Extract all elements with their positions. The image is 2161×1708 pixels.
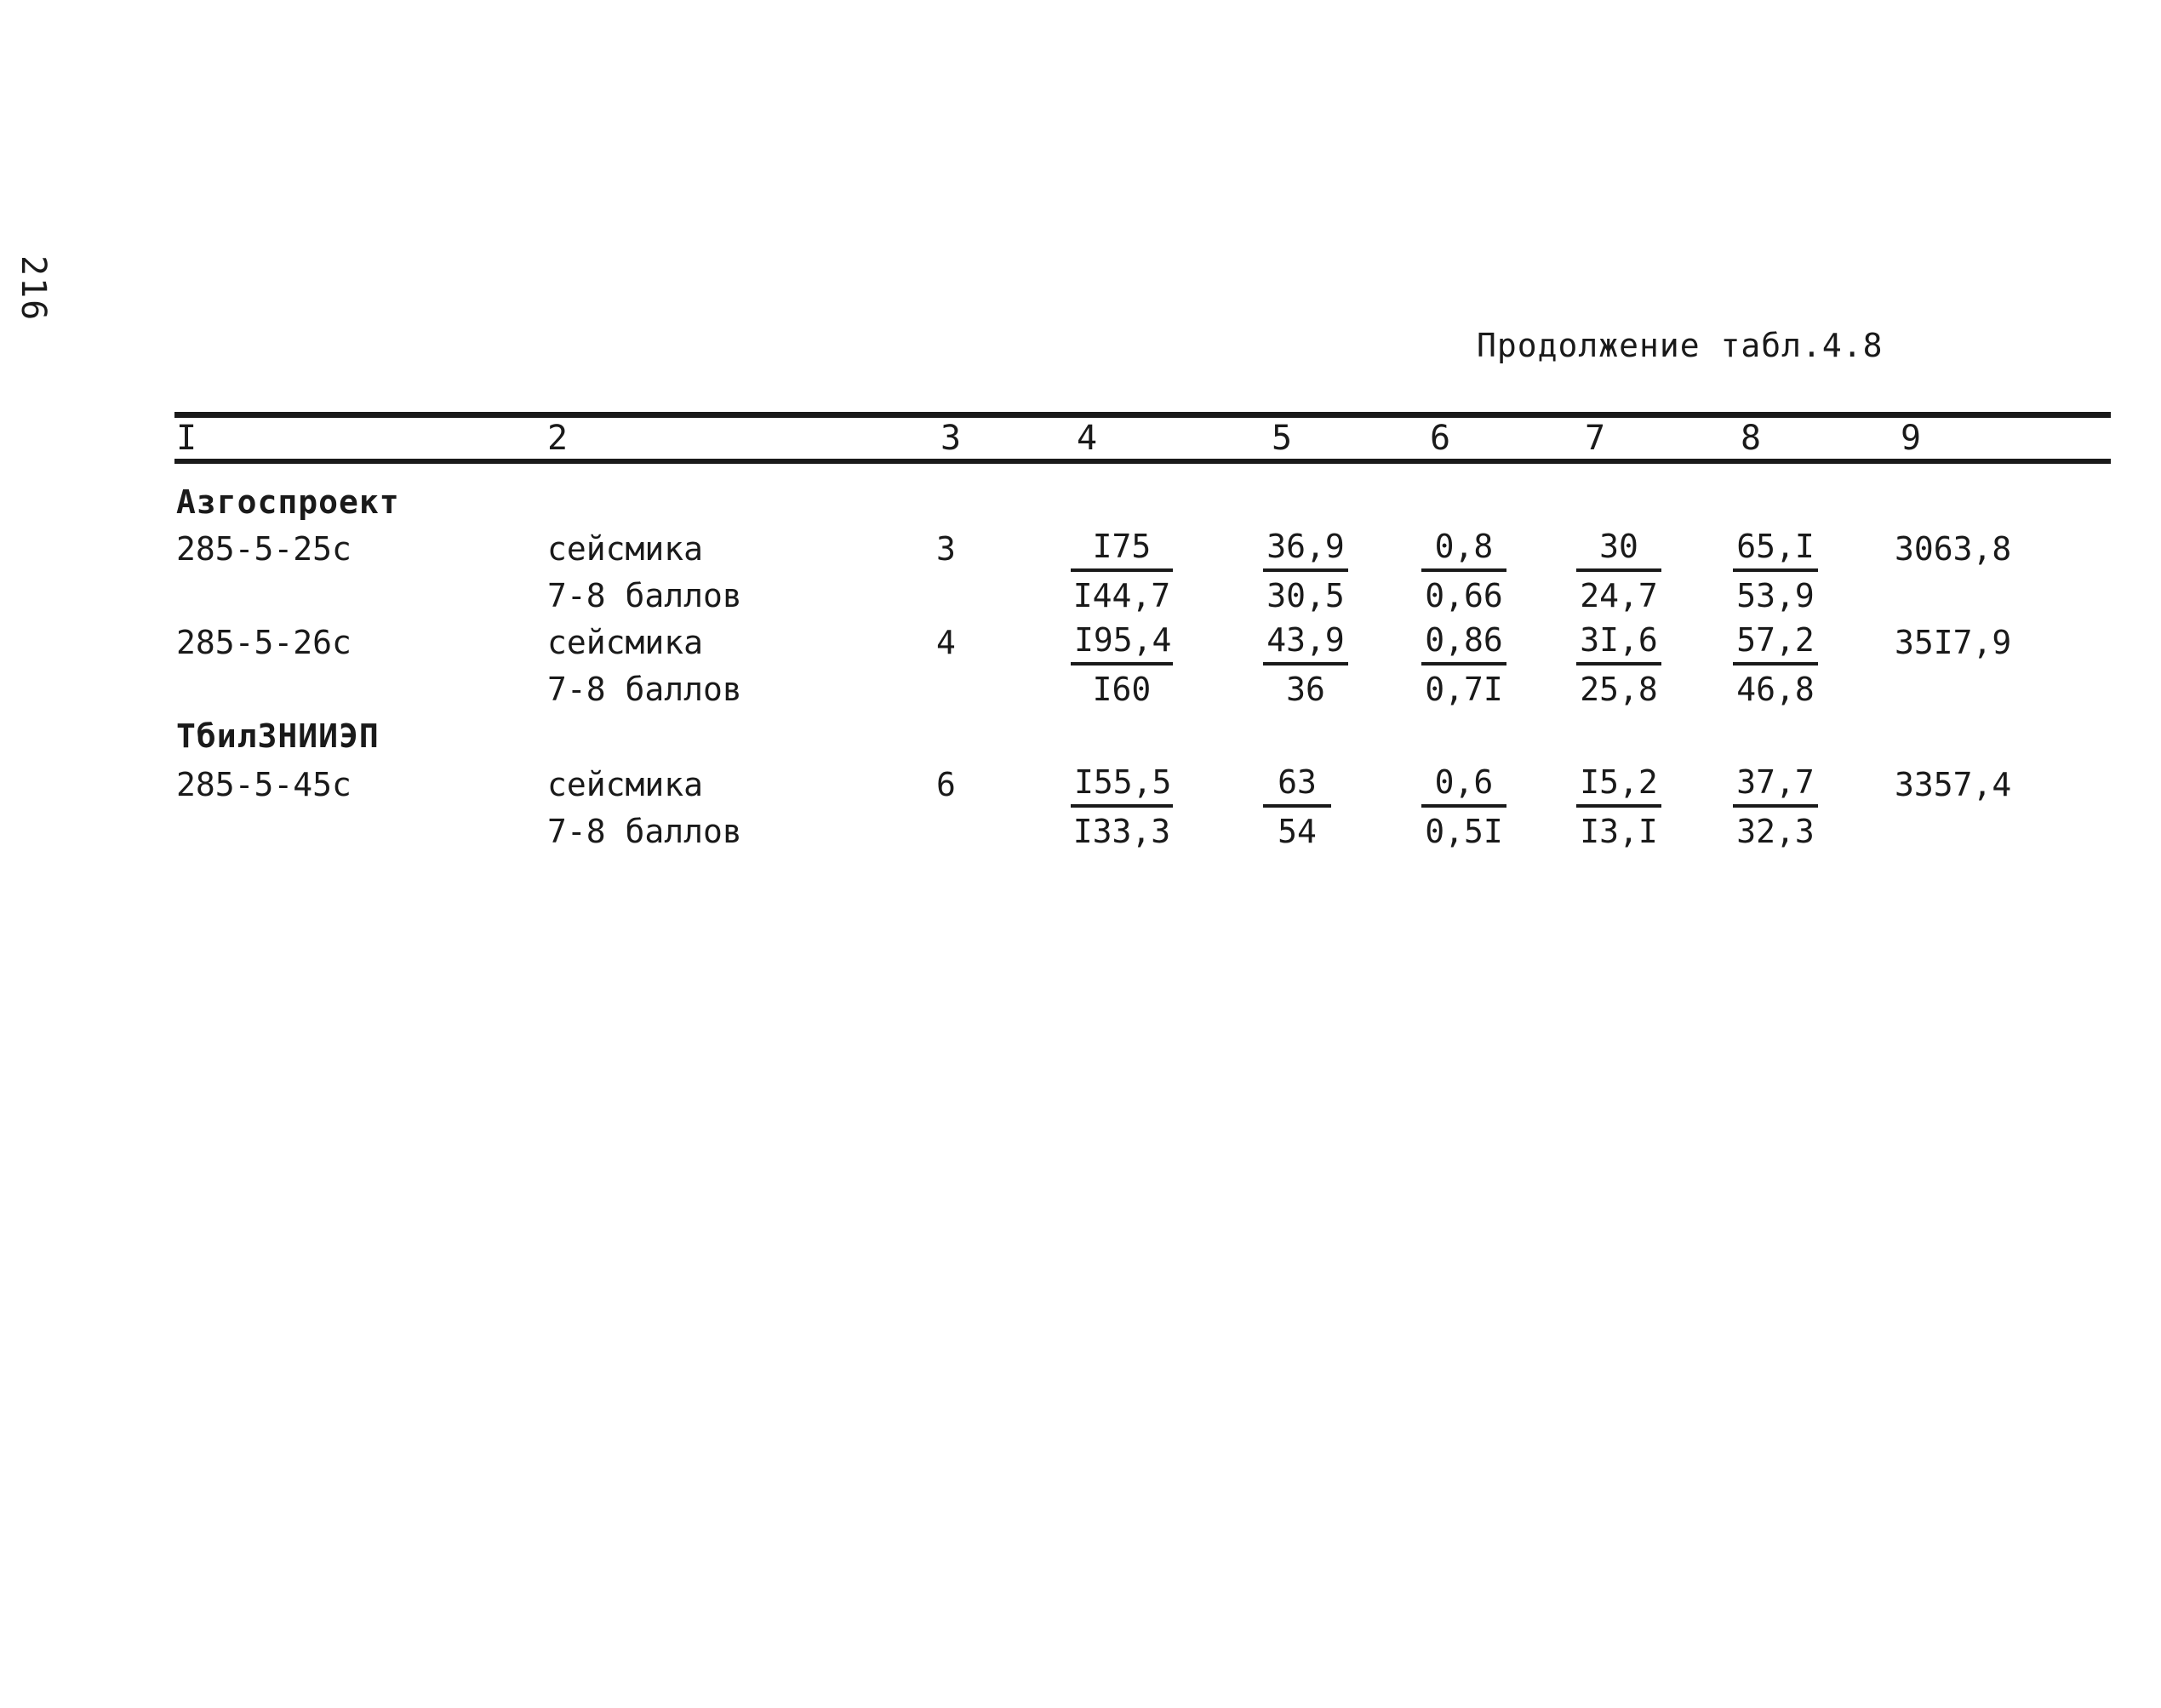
table-top-rule [174, 412, 2111, 418]
load-type: сейсмика [547, 530, 704, 568]
col7-numerator: I5,2 [1576, 762, 1661, 808]
org-name: Азгоспроект [176, 483, 400, 521]
col5-denominator: 36 [1286, 671, 1325, 708]
col6-denominator: 0,5I [1425, 813, 1503, 850]
col7-fraction [1576, 526, 1661, 618]
col6-fraction [1421, 526, 1506, 618]
col6-numerator: 0,86 [1421, 620, 1506, 665]
col7-denominator: I3,I [1580, 813, 1658, 850]
col3-value: 6 [936, 766, 956, 803]
col7-fraction [1576, 762, 1661, 854]
col4-fraction [1071, 620, 1173, 711]
col5-denominator: 30,5 [1266, 577, 1345, 614]
col8-fraction [1733, 620, 1818, 711]
col7-denominator: 24,7 [1580, 577, 1658, 614]
col8-denominator: 46,8 [1736, 671, 1815, 708]
col6-denominator: 0,66 [1425, 577, 1503, 614]
load-intensity: 7-8 баллов [547, 813, 742, 850]
col8-numerator: 37,7 [1733, 762, 1818, 808]
column-header-5: 5 [1272, 419, 1293, 458]
col6-fraction [1421, 762, 1506, 854]
column-header-9: 9 [1901, 419, 1922, 458]
col7-numerator: 30 [1576, 526, 1661, 572]
col4-denominator: I60 [1092, 671, 1152, 708]
org-name: ТбилЗНИИЭП [176, 717, 380, 755]
col9-value: 3063,8 [1895, 530, 2012, 568]
table-header-rule [174, 459, 2111, 464]
col6-denominator: 0,7I [1425, 671, 1503, 708]
col5-fraction [1263, 762, 1331, 854]
page-number: 216 [14, 255, 53, 323]
column-header-3: 3 [940, 419, 962, 458]
column-header-4: 4 [1077, 419, 1098, 458]
load-type: сейсмика [547, 624, 704, 661]
col8-denominator: 53,9 [1736, 577, 1815, 614]
col5-numerator: 63 [1263, 762, 1331, 808]
col7-fraction [1576, 620, 1661, 711]
col4-fraction [1071, 526, 1173, 618]
column-header-6: 6 [1430, 419, 1451, 458]
col4-denominator: I33,3 [1072, 813, 1171, 850]
col8-numerator: 65,I [1733, 526, 1818, 572]
col9-value: 3357,4 [1895, 766, 2012, 803]
col8-fraction [1733, 762, 1818, 854]
col8-denominator: 32,3 [1736, 813, 1815, 850]
load-type: сейсмика [547, 766, 704, 803]
col4-fraction [1071, 762, 1173, 854]
col5-fraction [1263, 526, 1348, 618]
load-intensity: 7-8 баллов [547, 671, 742, 708]
col6-numerator: 0,6 [1421, 762, 1506, 808]
col5-numerator: 36,9 [1263, 526, 1348, 572]
col7-numerator: 3I,6 [1576, 620, 1661, 665]
col8-numerator: 57,2 [1733, 620, 1818, 665]
table-caption: Продолжение табл.4.8 [1477, 327, 1884, 364]
project-code: 285-5-45c [176, 766, 352, 803]
col5-fraction [1263, 620, 1348, 711]
project-code: 285-5-25c [176, 530, 352, 568]
col5-denominator: 54 [1278, 813, 1317, 850]
col3-value: 4 [936, 624, 956, 661]
column-header-8: 8 [1741, 419, 1762, 458]
column-header-1: I [176, 419, 197, 458]
col6-fraction [1421, 620, 1506, 711]
project-code: 285-5-26c [176, 624, 352, 661]
col5-numerator: 43,9 [1263, 620, 1348, 665]
column-header-7: 7 [1585, 419, 1606, 458]
col9-value: 35I7,9 [1895, 624, 2012, 661]
col4-denominator: I44,7 [1072, 577, 1171, 614]
col4-numerator: I55,5 [1071, 762, 1173, 808]
column-header-2: 2 [547, 419, 569, 458]
col3-value: 3 [936, 530, 956, 568]
load-intensity: 7-8 баллов [547, 577, 742, 614]
col4-numerator: I75 [1071, 526, 1173, 572]
col4-numerator: I95,4 [1071, 620, 1173, 665]
col6-numerator: 0,8 [1421, 526, 1506, 572]
col8-fraction [1733, 526, 1818, 618]
col7-denominator: 25,8 [1580, 671, 1658, 708]
